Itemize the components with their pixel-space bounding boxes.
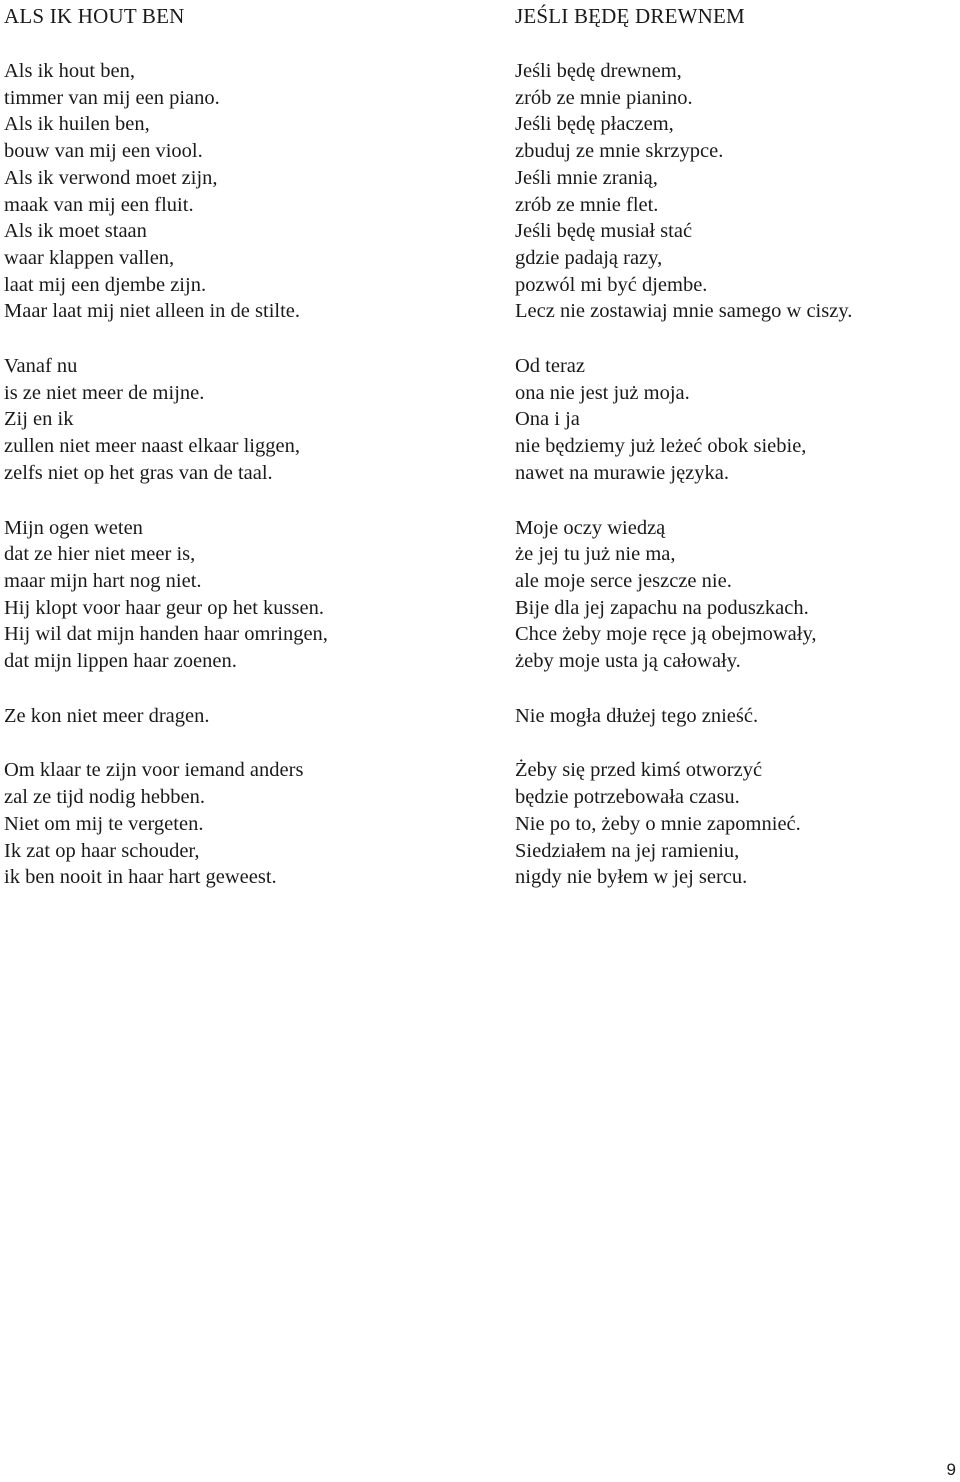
poem-line: zrób ze mnie pianino. — [515, 86, 693, 109]
poem-line: Nie mogła dłużej tego znieść. — [515, 704, 759, 727]
stanza — [515, 58, 960, 325]
poem-line: Hij wil dat mijn handen haar omringen, — [4, 623, 328, 646]
poem-line: nigdy nie byłem w jej sercu. — [515, 866, 748, 889]
poem-line: Siedziałem na jej ramieniu, — [515, 839, 740, 862]
poem-line: zrób ze mnie flet. — [515, 193, 659, 216]
poem-line: pozwól mi być djembe. — [515, 273, 708, 296]
poem-line: Vanaf nu — [4, 355, 78, 378]
poem-line: zal ze tijd nodig hebben. — [4, 786, 205, 809]
poem-line: Als ik moet staan — [4, 220, 147, 243]
poem-line: Chce żeby moje ręce ją obejmowały, — [515, 623, 817, 646]
poem-line: Als ik verwond moet zijn, — [4, 166, 218, 189]
poem-line: Ik zat op haar schouder, — [4, 839, 200, 862]
poem-line: nawet na murawie języka. — [515, 461, 730, 484]
poem-line: Om klaar te zijn voor iemand anders — [4, 759, 304, 782]
poem-line: Jeśli będę płaczem, — [515, 113, 674, 136]
poem-line: nie będziemy już leżeć obok siebie, — [515, 435, 807, 458]
poem-line: zbuduj ze mnie skrzypce. — [515, 140, 724, 163]
polish-poem-body — [515, 58, 960, 891]
poem-line: Nie po to, żeby o mnie zapomnieć. — [515, 812, 801, 835]
poem-line: ona nie jest już moja. — [515, 381, 690, 404]
poem-line: Żeby się przed kimś otworzyć — [515, 759, 763, 782]
poem-line: będzie potrzebowała czasu. — [515, 786, 740, 809]
poem-line: Hij klopt voor haar geur op het kussen. — [4, 596, 324, 619]
stanza — [4, 515, 464, 675]
stanza — [4, 757, 464, 891]
poem-line: Jeśli będę musiał stać — [515, 220, 693, 243]
poem-line: zelfs niet op het gras van de taal. — [4, 461, 273, 484]
poem-line: timmer van mij een piano. — [4, 86, 220, 109]
poem-line: Als ik hout ben, — [4, 60, 135, 82]
dutch-poem-body — [4, 58, 464, 891]
poem-line: is ze niet meer de mijne. — [4, 381, 205, 404]
poem-line: Jeśli będę drewnem, — [515, 60, 682, 82]
poem-line: dat mijn lippen haar zoenen. — [4, 650, 237, 673]
stanza — [515, 703, 960, 730]
poem-line: Niet om mij te vergeten. — [4, 812, 204, 835]
poem-line: żeby moje usta ją całowały. — [515, 650, 741, 673]
polish-poem-column — [515, 0, 960, 891]
poem-line: maar mijn hart nog niet. — [4, 569, 202, 592]
poem-line: laat mij een djembe zijn. — [4, 273, 207, 296]
poem-line: ik ben nooit in haar hart geweest. — [4, 866, 277, 889]
stanza — [4, 353, 464, 487]
poem-line: Lecz nie zostawiaj mnie samego w ciszy. — [515, 300, 853, 323]
poem-line: maak van mij een fluit. — [4, 193, 194, 216]
stanza — [4, 703, 464, 730]
polish-poem-title: JEŚLI BĘDĘ DREWNEM — [515, 4, 745, 28]
poem-line: że jej tu już nie ma, — [515, 543, 676, 566]
poem-line: Als ik huilen ben, — [4, 113, 150, 136]
poem-line: gdzie padają razy, — [515, 246, 663, 269]
poem-line: Jeśli mnie zranią, — [515, 166, 658, 189]
stanza — [4, 58, 464, 325]
poem-line: Bije dla jej zapachu na poduszkach. — [515, 596, 809, 619]
poem-line: ale moje serce jeszcze nie. — [515, 569, 732, 592]
poem-line: Moje oczy wiedzą — [515, 516, 666, 539]
dutch-poem-column — [4, 0, 464, 891]
page-number: 9 — [946, 1460, 956, 1479]
poem-line: Maar laat mij niet alleen in de stilte. — [4, 300, 301, 323]
poem-line: Zij en ik — [4, 408, 74, 431]
poem-line: waar klappen vallen, — [4, 246, 175, 269]
poem-line: Mijn ogen weten — [4, 516, 143, 539]
poem-line: Od teraz — [515, 355, 585, 378]
poem-line: dat ze hier niet meer is, — [4, 543, 196, 566]
poem-line: Ona i ja — [515, 408, 580, 431]
stanza — [515, 353, 960, 487]
poem-line: Ze kon niet meer dragen. — [4, 704, 210, 727]
poem-line: zullen niet meer naast elkaar liggen, — [4, 435, 300, 458]
stanza — [515, 757, 960, 891]
stanza — [515, 515, 960, 675]
dutch-poem-title: ALS IK HOUT BEN — [4, 4, 185, 28]
poem-line: bouw van mij een viool. — [4, 140, 203, 163]
